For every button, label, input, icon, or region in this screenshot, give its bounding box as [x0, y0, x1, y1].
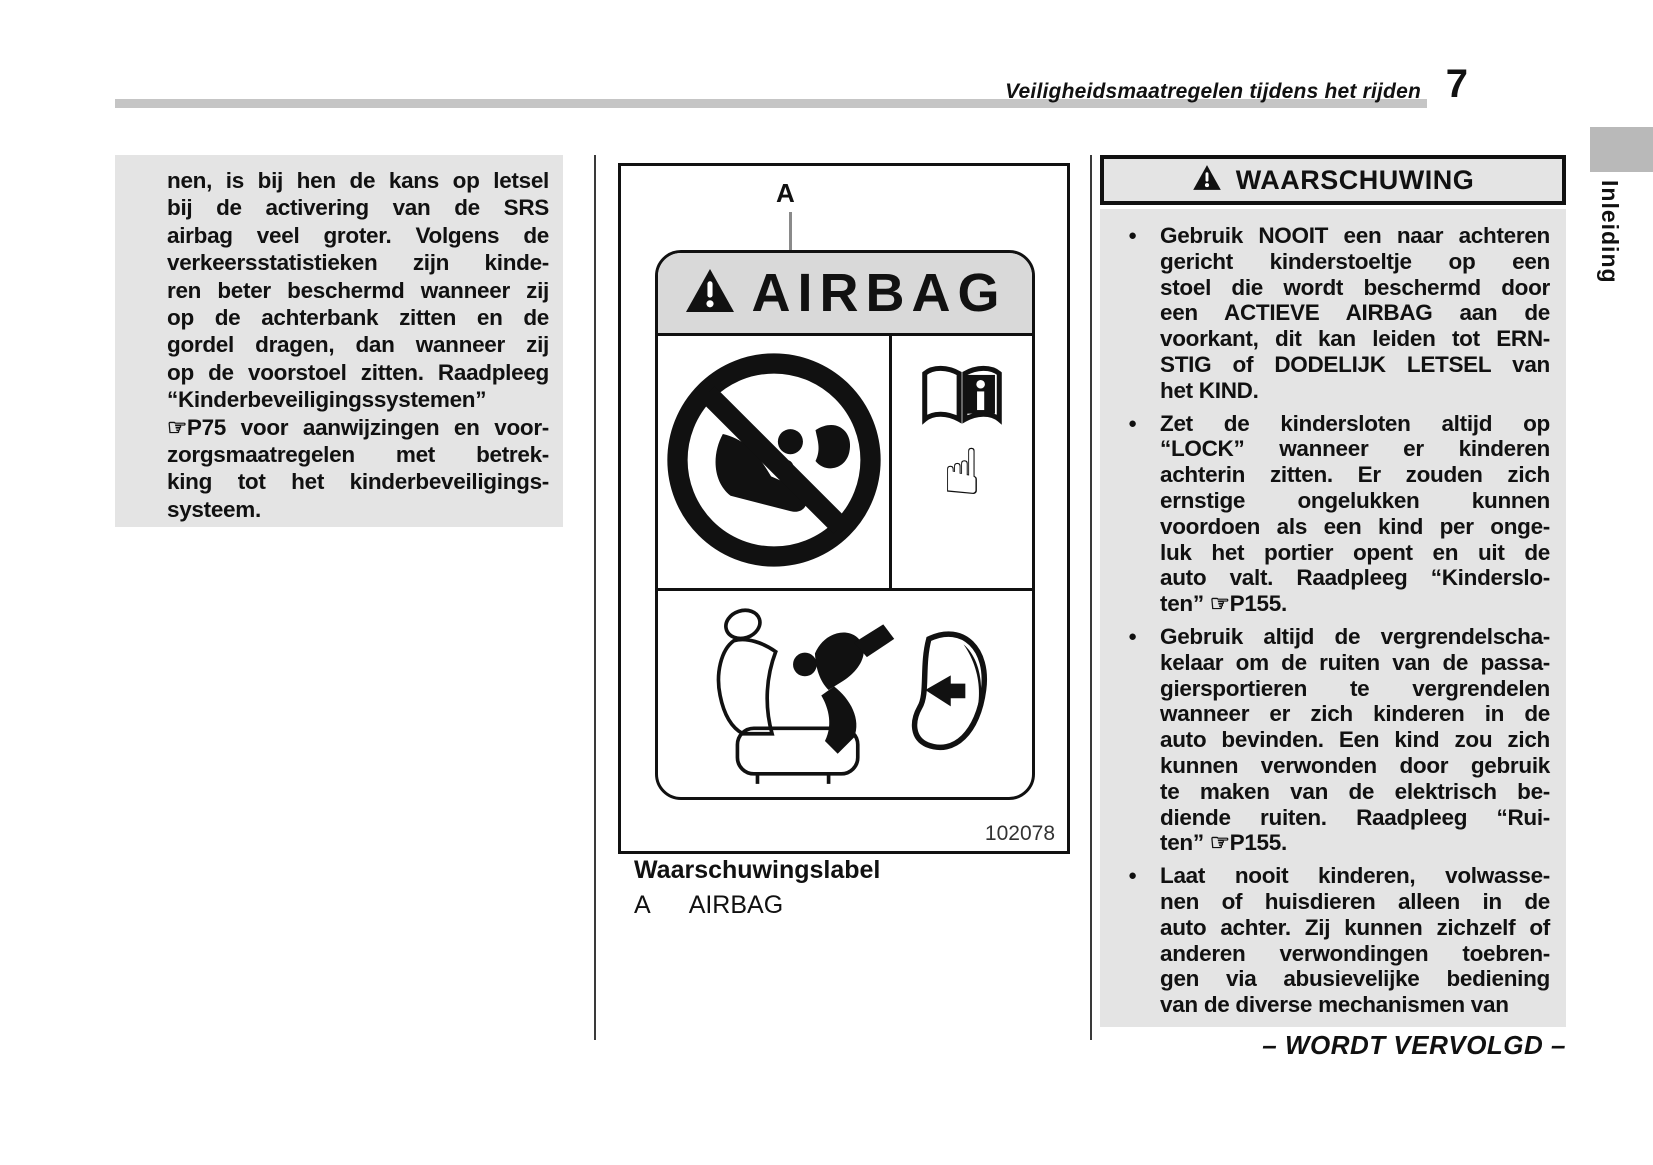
airbag-label-illustration: [655, 250, 1035, 800]
warning-triangle-icon: [684, 267, 736, 319]
warning-bullet-item: [1120, 624, 1550, 856]
figure-caption-title: Waarschuwingslabel: [634, 856, 881, 884]
airbag-banner-text: AIRBAG: [751, 263, 1007, 323]
column-divider-right: [1090, 155, 1092, 1040]
figure-caption: [634, 856, 880, 920]
warning-header-box: [1100, 155, 1566, 205]
warning-bullet-item: [1120, 863, 1550, 1018]
warning-bullet-text: Gebruik NOOIT een naar achteren gericht kinderstoeltje op een stoel die wordt beschermd door een ACTIEVE AIRBAG aan de voorkant, dit kan leiden tot ERN- STIG of DODELIJK LETSEL van het KIND.: [1160, 223, 1550, 403]
bullet-dot: ●: [1128, 414, 1137, 432]
warning-bullet-item: [1120, 411, 1550, 617]
chapter-tab-marker: [1590, 127, 1653, 172]
warning-bullet-text: Laat nooit kinderen, volwasse- nen of huisdieren alleen in de auto achter. Zij kunnen zichzelf of anderen verwondingen toebren- gen via abusievelijke bediening van de diverse mechanismen van: [1160, 863, 1550, 1018]
warning-triangle-icon: [1192, 164, 1222, 196]
note-continuation-text: nen, is bij hen de kans op letsel bij de activering van de SRS airbag veel groter. Volgens de verkeersstatistieken zijn kinde- ren beter beschermd wanneer zij op de achterbank zitten en de gordel dragen, dan wanneer zij op de voorstoel zitten. Raadpleeg “Kinderbeveiligingssystemen” ☞P75 voor aanwijzingen en voor- zorgsmaatregelen met betrek- king tot het kinderbeveiligings- systeem.: [115, 155, 563, 527]
figure-number: 102078: [984, 822, 1055, 845]
figure-callout-letter: A: [776, 178, 795, 208]
figure-airbag-warning-label: [618, 163, 1070, 854]
warning-body-box: [1100, 209, 1566, 1027]
warning-bullet-text: Gebruik altijd de vergrendelscha- kelaar om de ruiten van de passa- giersportieren te vergrendelen wanneer er zich kinderen in de auto bevinden. Een kind zou zich kunnen verwonden door gebruik te maken van de elektrisch be- diende ruiten. Raadpleeg “Rui- ten” ☞P155.: [1160, 623, 1550, 856]
airbag-label-banner: [658, 253, 1032, 336]
bullet-dot: ●: [1128, 227, 1137, 244]
caption-item-letter: A: [634, 891, 651, 919]
bullet-dot: ●: [1128, 867, 1137, 885]
page-number: 7: [1445, 62, 1468, 106]
hand-point-up-icon: ☝: [942, 436, 982, 510]
warning-bullet-item: [1120, 223, 1550, 404]
no-rear-facing-child-seat-icon: [663, 349, 885, 576]
running-header: Veiligheidsmaatregelen tijdens het rijden: [1005, 80, 1421, 103]
column-divider-left: [594, 155, 596, 1040]
continued-notice: – WORDT VERVOLGD –: [1262, 1030, 1566, 1060]
warning-bullet-text: Zet de kindersloten altijd op “LOCK” wanneer er kinderen achterin zitten. Er zouden zich ernstige ongelukken kunnen voordoen als een kind per onge- luk het portier opent en uit de auto valt. Raadpleeg “Kinderslo- ten” ☞P155.: [1160, 410, 1550, 617]
chapter-tab-label: Inleiding: [1597, 180, 1623, 284]
seat-airbag-deployment-icon: [680, 597, 1010, 798]
caption-item-text: AIRBAG: [688, 891, 784, 919]
warning-title: WAARSCHUWING: [1235, 164, 1475, 195]
read-manual-book-icon: [919, 362, 1005, 433]
bullet-dot: ●: [1128, 627, 1137, 645]
